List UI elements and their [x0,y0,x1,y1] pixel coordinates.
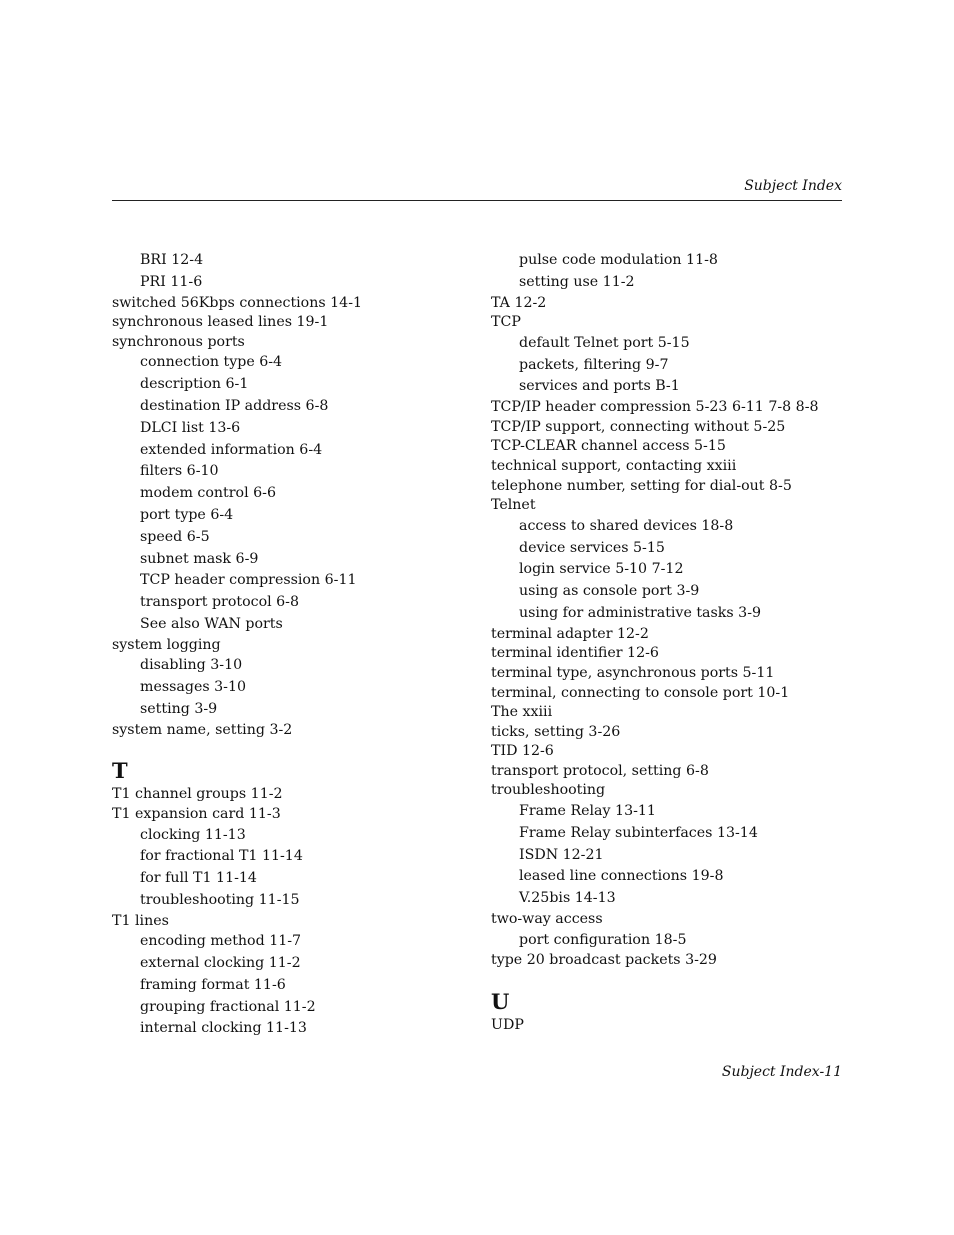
index-subentry: troubleshooting 11-15 [140,891,300,908]
index-subentry: extended information 6-4 [140,441,323,458]
index-subentry: using as console port 3-9 [519,583,700,600]
index-subentry: pulse code modulation 11-8 [519,252,718,268]
index-subentry: TCP header compression 6-11 [140,572,357,589]
index-entry: technical support, contacting xxiii [491,457,737,474]
index-subentry: default Telnet port 5-15 [519,334,690,351]
index-entry: troubleshooting [491,782,606,799]
index-column-left [112,250,464,1040]
index-subentry: port type 6-4 [140,506,234,523]
index-entry: TCP/IP header compression 5-23 6-11 7-8 8-8 [491,399,819,416]
index-entry: terminal adapter 12-2 [491,625,649,642]
index-subentry: setting 3-9 [140,700,218,717]
index-entry: terminal type, asynchronous ports 5-11 [491,664,775,681]
index-subentry: using for administrative tasks 3-9 [519,604,762,621]
section-letter-heading: U [491,989,510,1015]
index-subentry: modem control 6-6 [140,485,276,502]
running-header [112,178,842,201]
header-title: Subject Index [744,178,842,194]
index-subentry: grouping fractional 11-2 [140,998,316,1015]
index-subentry: subnet mask 6-9 [140,550,259,567]
index-subentry: for fractional T1 11-14 [140,848,303,865]
index-entry: Telnet [491,497,536,514]
index-entry: terminal identifier 12-6 [491,645,659,662]
index-entry: T1 lines [112,912,169,929]
index-entry: two-way access [491,911,603,928]
index-subentry: internal clocking 11-13 [140,1020,307,1037]
index-entry: system name, setting 3-2 [112,721,293,738]
index-entry: The xxiii [491,704,553,721]
section-letter-heading: T [112,758,128,784]
index-subentry: destination IP address 6-8 [140,397,329,414]
index-entry: switched 56Kbps connections 14-1 [112,294,363,311]
index-subentry: filters 6-10 [140,463,219,480]
index-subentry: Frame Relay subinterfaces 13-14 [519,824,758,841]
index-entry: TCP-CLEAR channel access 5-15 [491,438,726,455]
index-entry: TCP [491,314,521,331]
index-entry: TCP/IP support, connecting without 5-25 [491,418,786,435]
index-column-right [491,250,843,1036]
index-entry: transport protocol, setting 6-8 [491,762,709,779]
index-subentry: port configuration 18-5 [519,931,687,948]
index-entry: system logging [112,636,221,653]
index-subentry: transport protocol 6-8 [140,594,300,611]
index-subentry: connection type 6-4 [140,354,283,371]
index-subentry: device services 5-15 [519,539,665,556]
index-entry: synchronous leased lines 19-1 [112,314,329,331]
index-subentry: BRI 12-4 [140,252,204,268]
index-entry: ticks, setting 3-26 [491,723,621,740]
index-subentry: DLCI list 13-6 [140,419,241,436]
index-subentry: speed 6-5 [140,528,210,545]
index-subentry: clocking 11-13 [140,826,246,843]
index-subentry: disabling 3-10 [140,657,243,674]
index-subentry: encoding method 11-7 [140,933,302,950]
index-subentry: leased line connections 19-8 [519,868,724,885]
index-subentry: setting use 11-2 [519,273,635,290]
index-subentry: PRI 11-6 [140,273,203,290]
index-subentry: access to shared devices 18-8 [519,517,734,534]
index-subentry: login service 5-10 7-12 [519,561,684,578]
index-subentry: description 6-1 [140,376,249,393]
index-subentry: ISDN 12-21 [519,846,604,863]
index-subentry: for full T1 11-14 [140,870,257,887]
index-subentry: services and ports B-1 [519,378,680,395]
index-entry: type 20 broadcast packets 3-29 [491,952,717,969]
index-entry: T1 channel groups 11-2 [112,786,283,803]
index-entry: telephone number, setting for dial-out 8-5 [491,477,792,494]
page-number: Subject Index-11 [721,1064,842,1080]
index-subentry: See also WAN ports [140,615,283,632]
index-entry: UDP [491,1017,524,1034]
index-entry: synchronous ports [112,333,245,350]
index-entry: TA 12-2 [491,294,547,311]
index-entry: T1 expansion card 11-3 [112,805,281,822]
index-subentry: framing format 11-6 [140,976,286,993]
index-entry: terminal, connecting to console port 10-1 [491,684,790,701]
index-subentry: external clocking 11-2 [140,955,301,972]
index-subentry: messages 3-10 [140,679,247,696]
index-subentry: packets, filtering 9-7 [519,356,669,373]
index-subentry: Frame Relay 13-11 [519,803,656,820]
index-entry: TID 12-6 [491,743,554,760]
index-subentry: V.25bis 14-13 [519,890,616,907]
